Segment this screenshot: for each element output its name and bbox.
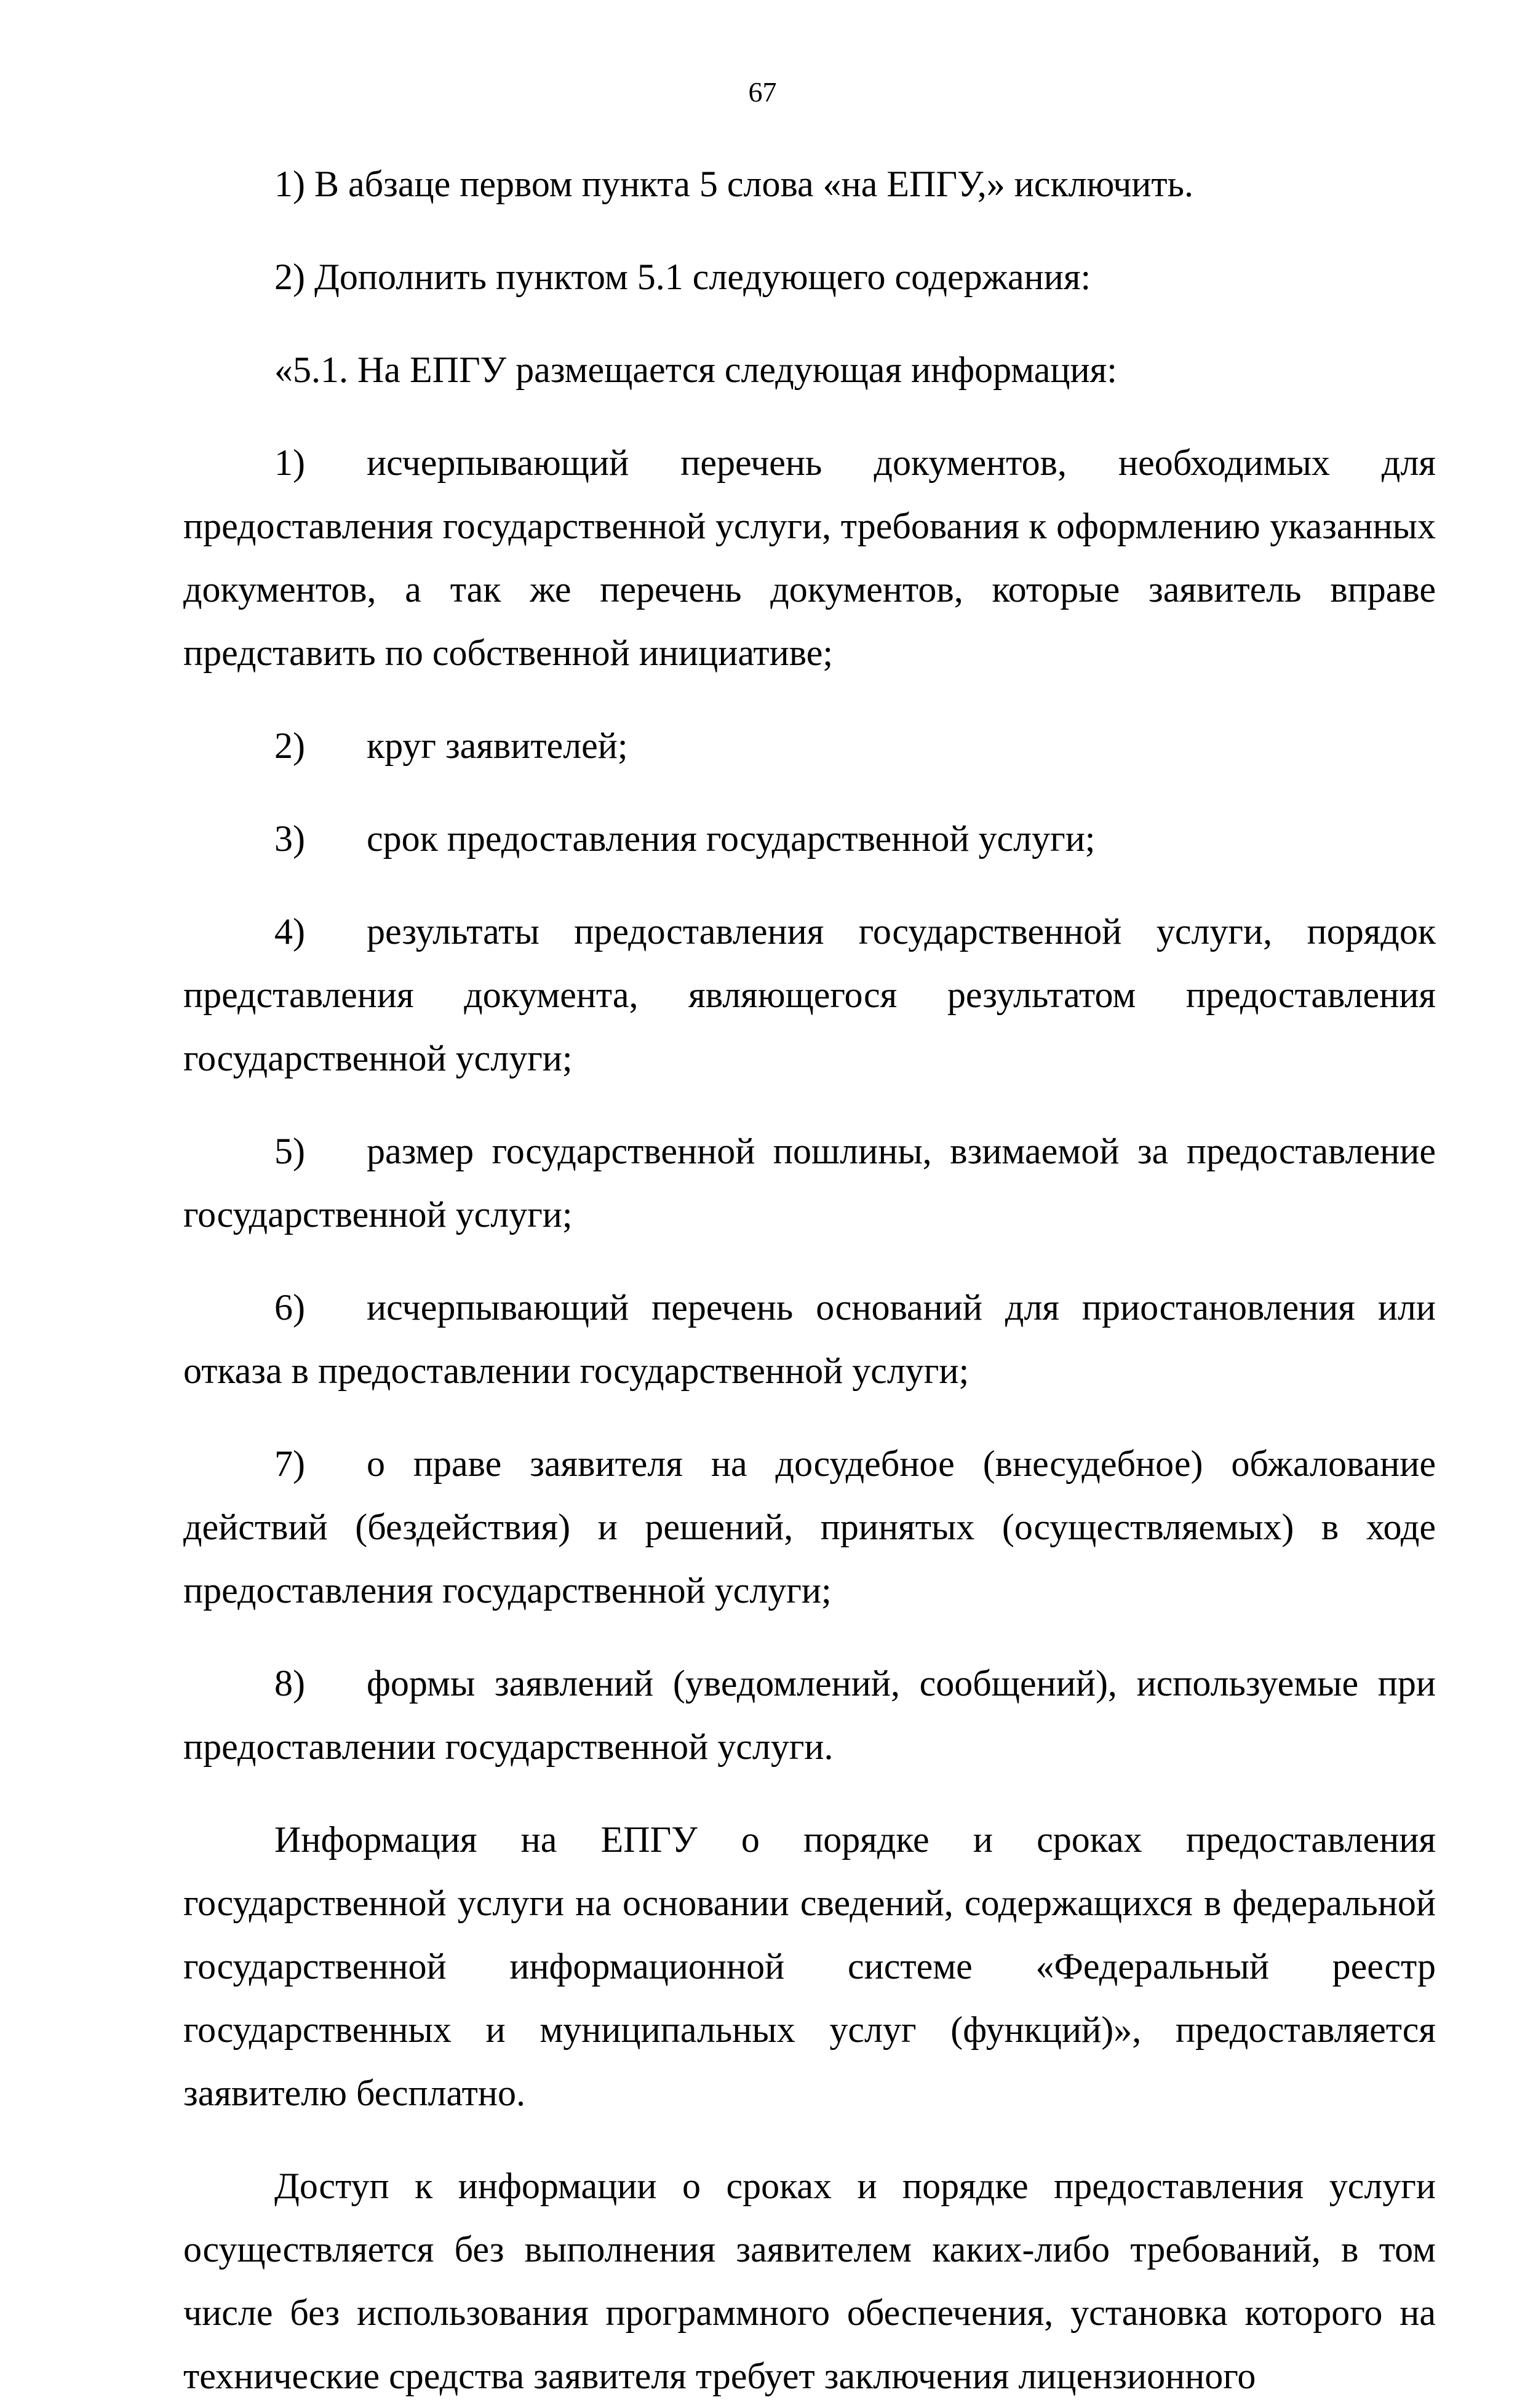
paragraph-access: Доступ к информации о сроках и порядке предоставления услуги осуществляется без выполнения заявителем каких-либо требований, в том числе без использования программного обеспечения, установка которого на технические средства заявителя требует заключения лицензионного: [183, 2166, 1436, 2396]
list-item-number: 3): [274, 818, 305, 859]
list-item-number: 2): [274, 725, 305, 766]
list-item: [183, 1120, 1436, 1246]
list-item: [183, 714, 1436, 778]
list-item: [183, 1432, 1436, 1622]
list-item-text: результаты предоставления государственной услуги, порядок представления документа, являющегося результатом предоставления государственной услуги;: [183, 911, 1436, 1078]
list-item: [183, 900, 1436, 1090]
list-item-text: срок предоставления государственной услуги;: [367, 818, 1096, 859]
list-item-number: 7): [274, 1443, 305, 1484]
list-item-number: 6): [274, 1287, 305, 1328]
list-item: [183, 807, 1436, 871]
list-item: [183, 431, 1436, 685]
list-item-text: формы заявлений (уведомлений, сообщений), используемые при предоставлении государственной услуги.: [183, 1663, 1436, 1767]
list-item-text: размер государственной пошлины, взимаемой за предоставление государственной услуги;: [183, 1131, 1436, 1235]
list-item-number: 5): [274, 1131, 305, 1171]
list-item-number: 1): [274, 442, 305, 483]
page-number: 67: [748, 76, 777, 108]
paragraph-info-free: Информация на ЕПГУ о порядке и сроках предоставления государственной услуги на основании сведений, содержащихся в федеральной государственной информационной системе «Федеральный реестр государственных и муниципальных услуг (функций)», предоставляется заявителю бесплатно.: [183, 1819, 1436, 2113]
paragraph-5-1-intro: «5.1. На ЕПГУ размещается следующая информация:: [274, 349, 1117, 390]
list-item-text: о праве заявителя на досудебное (внесудебное) обжалование действий (бездействия) и решений, принятых (осуществляемых) в ходе предоставления государственной услуги;: [183, 1443, 1436, 1611]
paragraph-amendment-2: 2) Дополнить пунктом 5.1 следующего содержания:: [274, 257, 1091, 297]
list-item: [183, 1652, 1436, 1779]
list-item: [183, 1276, 1436, 1403]
list-item-number: 4): [274, 911, 305, 952]
paragraph-amendment-1: 1) В абзаце первом пункта 5 слова «на ЕПГУ,» исключить.: [274, 164, 1193, 204]
document-body: [183, 153, 1436, 2408]
list-item-text: круг заявителей;: [367, 725, 628, 766]
list-item-number: 8): [274, 1663, 305, 1704]
list-item-text: исчерпывающий перечень оснований для приостановления или отказа в предоставлении государственной услуги;: [183, 1287, 1436, 1391]
list-item-text: исчерпывающий перечень документов, необходимых для предоставления государственной услуги, требования к оформлению указанных документов, а так же перечень документов, которые заявитель вправе представить по собственной инициативе;: [183, 442, 1436, 673]
